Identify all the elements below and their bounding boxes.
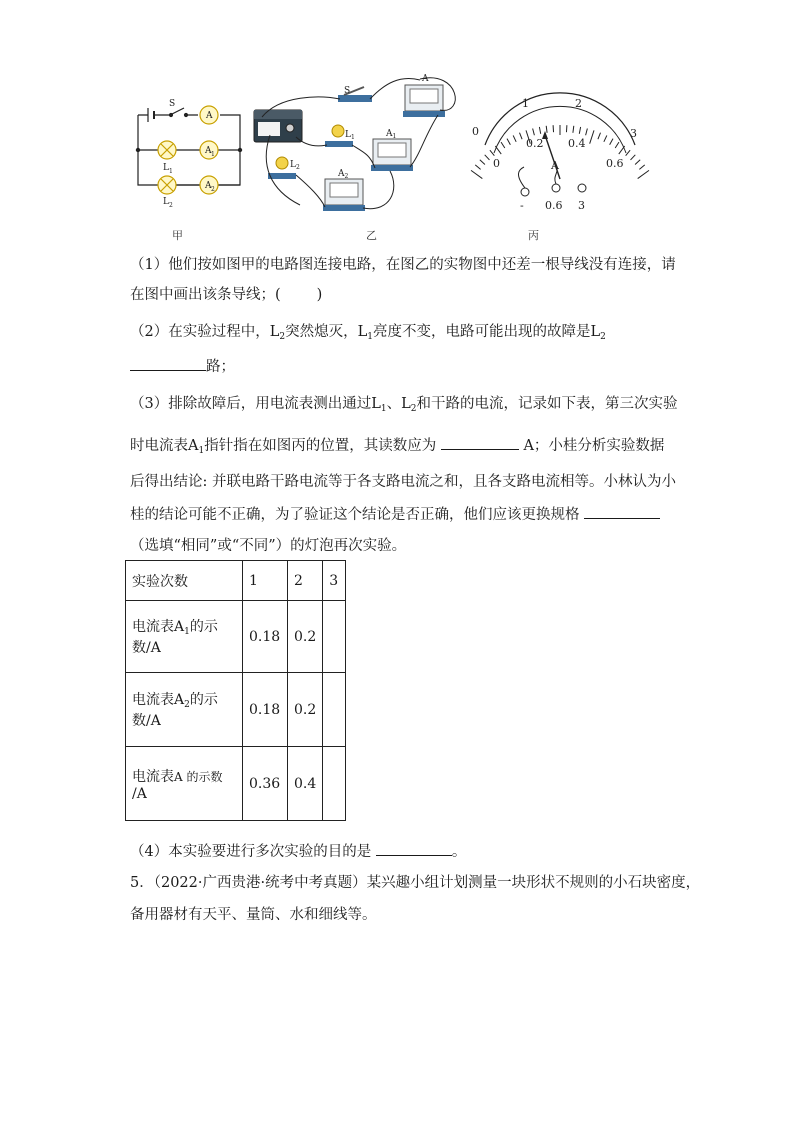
q3-reading-blank[interactable] — [441, 435, 519, 450]
table-header-row — [126, 561, 346, 601]
table-cell — [323, 747, 346, 821]
dial-tick — [631, 155, 636, 160]
dial-tick — [480, 160, 485, 165]
table-row — [126, 747, 346, 821]
q3-line2-a: 时电流表A — [130, 438, 199, 454]
q3-text-a: （3）排除故障后，用电流表测出通过L — [130, 396, 381, 412]
table-row — [126, 673, 346, 747]
dial-tick — [513, 135, 516, 141]
dial-bottom-0: 0 — [493, 157, 500, 170]
caption-bing: 丙 — [528, 229, 539, 242]
q3-line1 — [130, 394, 678, 419]
q1-line2 — [130, 285, 670, 305]
svg-text:A: A — [422, 74, 429, 84]
svg-text:A2: $A_2$ — [338, 169, 349, 180]
terminal-3: 3 — [578, 199, 585, 212]
table-cell: 0.18 — [243, 601, 288, 673]
dial-tick — [507, 139, 510, 145]
ammeter-a-label: A — [206, 111, 213, 121]
q2-blank[interactable] — [130, 356, 206, 371]
q3-text-c: 和干路的电流，记录如下表，第三次实验 — [416, 396, 678, 412]
q3-line4-text: 桂的结论可能不正确，为了验证这个结论是否正确，他们应该更换规格 — [130, 507, 580, 523]
q3-text-b: 、L — [386, 396, 411, 412]
q5-line1: 5．（2022·广西贵港·统考中考真题）某兴趣小组计划测量一块形状不规则的小石块密度， — [130, 875, 701, 891]
table-header-cell: 3 — [323, 561, 346, 601]
svg-text:L1: $L_1$ — [345, 130, 355, 141]
q3-sub-b: 2 — [410, 404, 417, 414]
table-cell — [323, 673, 346, 747]
table-header-cell: 1 — [243, 561, 288, 601]
ammeter-a1-label: A — [205, 146, 212, 156]
terminal-06: 0.6 — [545, 199, 563, 212]
dial-tick — [475, 165, 480, 169]
figures-svg — [120, 74, 680, 245]
table-header-cell: 实验次数 — [126, 561, 243, 601]
terminal-minus: - — [520, 199, 524, 212]
data-table — [125, 560, 346, 821]
ammeter-a1-sub: 1 — [211, 151, 215, 158]
dial-bottom-1: 0.2 — [526, 137, 544, 150]
meter-dial — [471, 93, 649, 212]
dial-tick — [615, 142, 619, 148]
dial-tick — [501, 142, 505, 148]
q2-text-c: 亮度不变，电路可能出现的故障是L — [372, 324, 601, 340]
dial-tick — [520, 133, 523, 140]
q4-text: （4）本实验要进行多次实验的目的是 — [130, 844, 372, 860]
q3-line2-b: 指针指在如图丙的位置，其读数应为 — [204, 438, 437, 454]
dial-tick — [539, 127, 540, 134]
table-cell — [323, 601, 346, 673]
dial-tick — [579, 127, 580, 134]
q5-line2: 备用器材有天平、量筒、水和细线等。 — [130, 907, 377, 923]
q2-line1 — [130, 322, 670, 347]
q1-line2-text: 在图中画出该条导线；( — [130, 287, 281, 303]
table-row-label: 电流表A 的示数 /A — [126, 747, 243, 821]
svg-text:S: S — [344, 86, 351, 96]
dial-tick — [573, 126, 574, 133]
dial-tick — [635, 160, 640, 165]
dial-tick — [610, 139, 613, 145]
table-row-label: 电流表$A_2$的示 数/A — [126, 673, 243, 747]
switch-label: S — [169, 99, 176, 109]
table-cell: 0.2 — [288, 601, 323, 673]
q2-text-a: （2）在实验过程中，L — [130, 324, 280, 340]
q3-line2 — [130, 435, 670, 461]
caption-yi: 乙 — [366, 229, 377, 242]
q3-spec-blank[interactable] — [584, 504, 660, 519]
table-cell: 0.18 — [243, 673, 288, 747]
dial-tick — [638, 170, 649, 178]
q3-line3: 后得出结论: 并联电路干路电流等于各支路电流之和，且各支路电流相等。小林认为小 — [130, 474, 676, 490]
q2-text-b: 突然熄灭，L — [285, 324, 368, 340]
svg-text:A1: $A_1$ — [386, 129, 397, 140]
q4-line — [130, 841, 670, 862]
figures-area — [120, 74, 680, 245]
q2-sub-a: 2 — [279, 332, 286, 342]
dial-top-2: 2 — [575, 97, 582, 110]
dial-bottom-3: 0.6 — [606, 157, 624, 170]
q3-line2-c: A；小桂分析实验数据 — [523, 438, 665, 454]
q2-sub-b: 1 — [367, 332, 373, 342]
q4-end: 。 — [451, 844, 467, 860]
dial-tick — [598, 133, 601, 140]
table-header-cell: 2 — [288, 561, 323, 601]
table-cell: 0.2 — [288, 673, 323, 747]
dial-tick — [604, 135, 607, 141]
q2-line2-end: 路； — [206, 359, 235, 375]
q2-line2 — [130, 356, 670, 377]
lamp1-sub: 1 — [169, 168, 173, 175]
dial-tick — [471, 170, 482, 178]
table-row-label: 电流表$A_1$的示 数/A — [126, 601, 243, 673]
dial-tick — [590, 130, 594, 143]
lamp1-label: L — [163, 163, 169, 173]
circuit-diagram — [136, 106, 241, 194]
q3-line4 — [130, 504, 670, 525]
table-row — [126, 601, 346, 673]
q3-line2-sub: 1 — [198, 446, 205, 456]
dial-top-0: 0 — [472, 125, 479, 138]
q3-sub-a: 1 — [380, 404, 387, 414]
lamp2-label: L — [163, 197, 169, 207]
q1-line1: （1）他们按如图甲的电路图连接电路，在图乙的实物图中还差一根导线没有连接，请 — [130, 257, 676, 273]
svg-text:L2: $L_2$ — [290, 160, 300, 171]
apparatus-figure — [254, 74, 455, 211]
dial-tick — [490, 150, 494, 155]
q1-line2-end: ) — [316, 287, 323, 303]
dial-top-1: 1 — [522, 97, 529, 110]
q4-blank[interactable] — [376, 841, 452, 856]
dial-bottom-2: 0.4 — [568, 137, 586, 150]
dial-tick — [639, 165, 644, 169]
caption-jia: 甲 — [172, 229, 183, 242]
q3-line5: （选填“相同”或“不同”）的灯泡再次实验。 — [130, 538, 407, 554]
lamp2-sub: 2 — [169, 202, 173, 209]
dial-tick — [533, 128, 535, 135]
dial-tick — [626, 150, 630, 155]
table-cell: 0.4 — [288, 747, 323, 821]
table-cell: 0.36 — [243, 747, 288, 821]
dial-tick — [586, 128, 588, 135]
dial-top-3: 3 — [630, 127, 637, 140]
dial-tick — [485, 155, 490, 160]
dial-unit: A — [551, 159, 559, 172]
ammeter-a2-label: A — [205, 181, 212, 191]
dial-tick — [546, 126, 547, 133]
ammeter-a2-sub: 2 — [211, 186, 215, 193]
q2-sub-c: 2 — [600, 332, 606, 342]
